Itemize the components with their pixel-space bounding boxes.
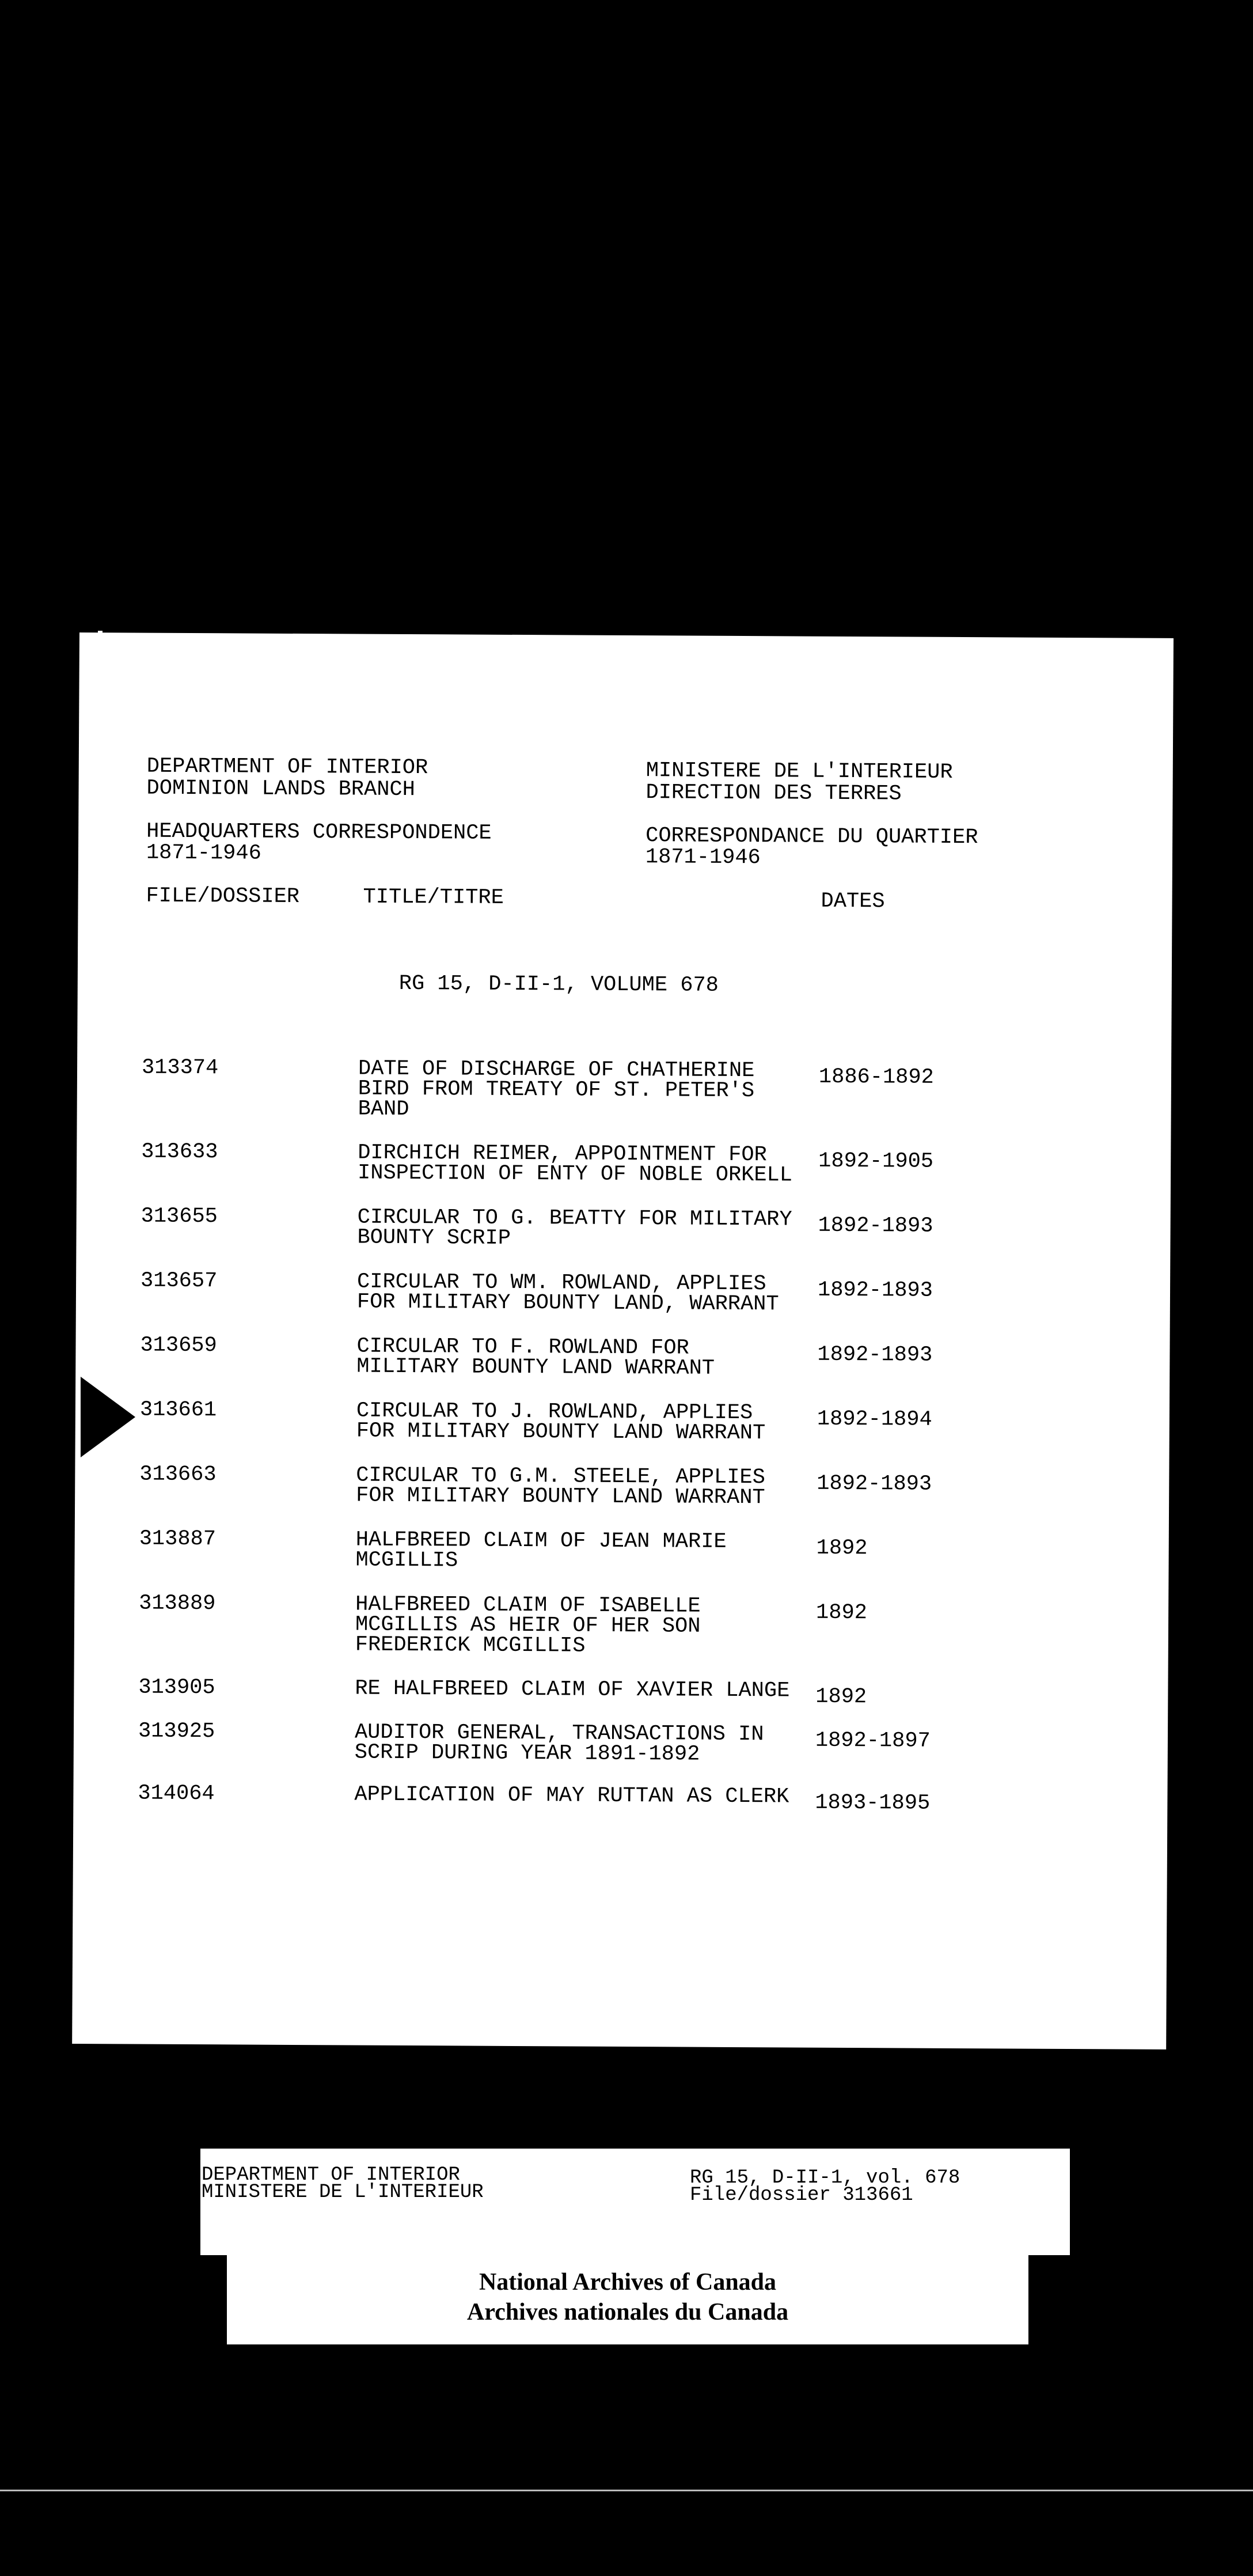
film-edge-line <box>0 2490 1253 2491</box>
file-title: RE HALFBREED CLAIM OF XAVIER LANGE <box>355 1676 790 1703</box>
table-row <box>74 1526 1169 1604</box>
file-dates: 1892-1893 <box>817 1471 932 1497</box>
file-title: HALFBREED CLAIM OF ISABELLE MCGILLIS AS HEIR OF HER SON FREDERICK MCGILLIS <box>355 1592 701 1658</box>
table-row <box>77 1139 1171 1217</box>
file-number: 313657 <box>140 1268 218 1294</box>
file-dates: 1892 <box>815 1684 867 1710</box>
file-number: 314064 <box>138 1781 215 1806</box>
file-dates: 1892-1905 <box>818 1149 934 1174</box>
file-title: HALFBREED CLAIM OF JEAN MARIE MCGILLIS <box>355 1528 727 1573</box>
file-title: CIRCULAR TO F. ROWLAND FOR MILITARY BOUNTY LAND WARRANT <box>356 1334 715 1381</box>
archives-name-fr: Archives nationales du Canada <box>466 2299 789 2325</box>
table-row <box>75 1335 1170 1410</box>
department-en: DEPARTMENT OF INTERIOR <box>146 754 428 781</box>
file-dates: 1886-1892 <box>818 1065 934 1090</box>
file-dates: 1892-1894 <box>817 1407 932 1432</box>
file-number: 313887 <box>139 1526 217 1552</box>
file-title: CIRCULAR TO WM. ROWLAND, APPLIES FOR MILITARY BOUNTY LAND, WARRANT <box>356 1270 779 1317</box>
table-row <box>75 1464 1170 1539</box>
file-number: 313374 <box>141 1055 219 1081</box>
years-en: 1871-1946 <box>146 840 261 866</box>
file-title: APPLICATION OF MAY RUTTAN AS CLERK <box>354 1782 789 1809</box>
table-row <box>77 1055 1172 1132</box>
file-dates: 1892-1897 <box>815 1728 931 1753</box>
page-notch-marker <box>81 1377 135 1457</box>
file-dates: 1892-1893 <box>817 1278 933 1303</box>
column-header-file: FILE/DOSSIER <box>146 884 300 910</box>
table-row <box>76 1206 1171 1281</box>
label-department-fr: MINISTERE DE L'INTERIEUR <box>202 2181 484 2203</box>
file-title: CIRCULAR TO J. ROWLAND, APPLIES FOR MILITARY BOUNTY LAND WARRANT <box>356 1399 766 1446</box>
table-row <box>74 1593 1169 1668</box>
document-sheet <box>72 632 1174 2050</box>
file-dates: 1892-1893 <box>817 1342 933 1367</box>
file-dates: 1892 <box>815 1600 868 1626</box>
branch-en: DOMINION LANDS BRANCH <box>146 776 415 802</box>
archives-stamp <box>227 2253 1028 2344</box>
file-number: 313661 <box>139 1397 217 1423</box>
file-dates: 1892 <box>816 1536 868 1561</box>
label-file-number: File/dossier 313661 <box>690 2184 913 2206</box>
file-number: 313889 <box>139 1591 216 1616</box>
branch-fr: DIRECTION DES TERRES <box>646 781 902 806</box>
file-number: 313633 <box>141 1139 218 1165</box>
department-fr: MINISTERE DE L'INTERIEUR <box>646 759 953 785</box>
column-header-dates: DATES <box>821 889 885 914</box>
file-number: 313655 <box>141 1204 218 1229</box>
file-number: 313659 <box>140 1333 217 1358</box>
archives-name-en: National Archives of Canada <box>479 2269 777 2295</box>
volume-reference: RG 15, D-II-1, VOLUME 678 <box>398 971 719 998</box>
table-row <box>75 1397 1170 1475</box>
file-title: DIRCHICH REIMER, APPOINTMENT FOR INSPECTION OF ENTY OF NOBLE ORKELL <box>357 1141 793 1188</box>
column-header-title: TITLE/TITRE <box>363 885 504 910</box>
file-title: CIRCULAR TO G.M. STEELE, APPLIES FOR MILITARY BOUNTY LAND WARRANT <box>356 1463 765 1510</box>
file-title: CIRCULAR TO G. BEATTY FOR MILITARY BOUNTY SCRIP <box>357 1205 792 1251</box>
series-en: HEADQUARTERS CORRESPONDENCE <box>146 819 492 846</box>
file-number: 313925 <box>138 1719 215 1744</box>
file-dates: 1893-1895 <box>815 1790 931 1816</box>
label-department-en: DEPARTMENT OF INTERIOR <box>202 2164 460 2186</box>
file-title: AUDITOR GENERAL, TRANSACTIONS IN SCRIP DURING YEAR 1891-1892 <box>354 1720 764 1767</box>
file-number: 313663 <box>139 1462 217 1487</box>
table-row <box>76 1268 1171 1346</box>
series-fr: CORRESPONDANCE DU QUARTIER <box>646 824 978 850</box>
file-number: 313905 <box>138 1675 215 1700</box>
file-dates: 1892-1893 <box>818 1213 933 1238</box>
label-reference: RG 15, D-II-1, vol. 678 <box>690 2167 960 2189</box>
microfilm-label <box>200 2149 1070 2255</box>
years-fr: 1871-1946 <box>645 845 761 870</box>
table-row <box>73 1783 1168 1858</box>
file-title: DATE OF DISCHARGE OF CHATHERINE BIRD FROM TREATY OF ST. PETER'S BAND <box>358 1056 755 1122</box>
